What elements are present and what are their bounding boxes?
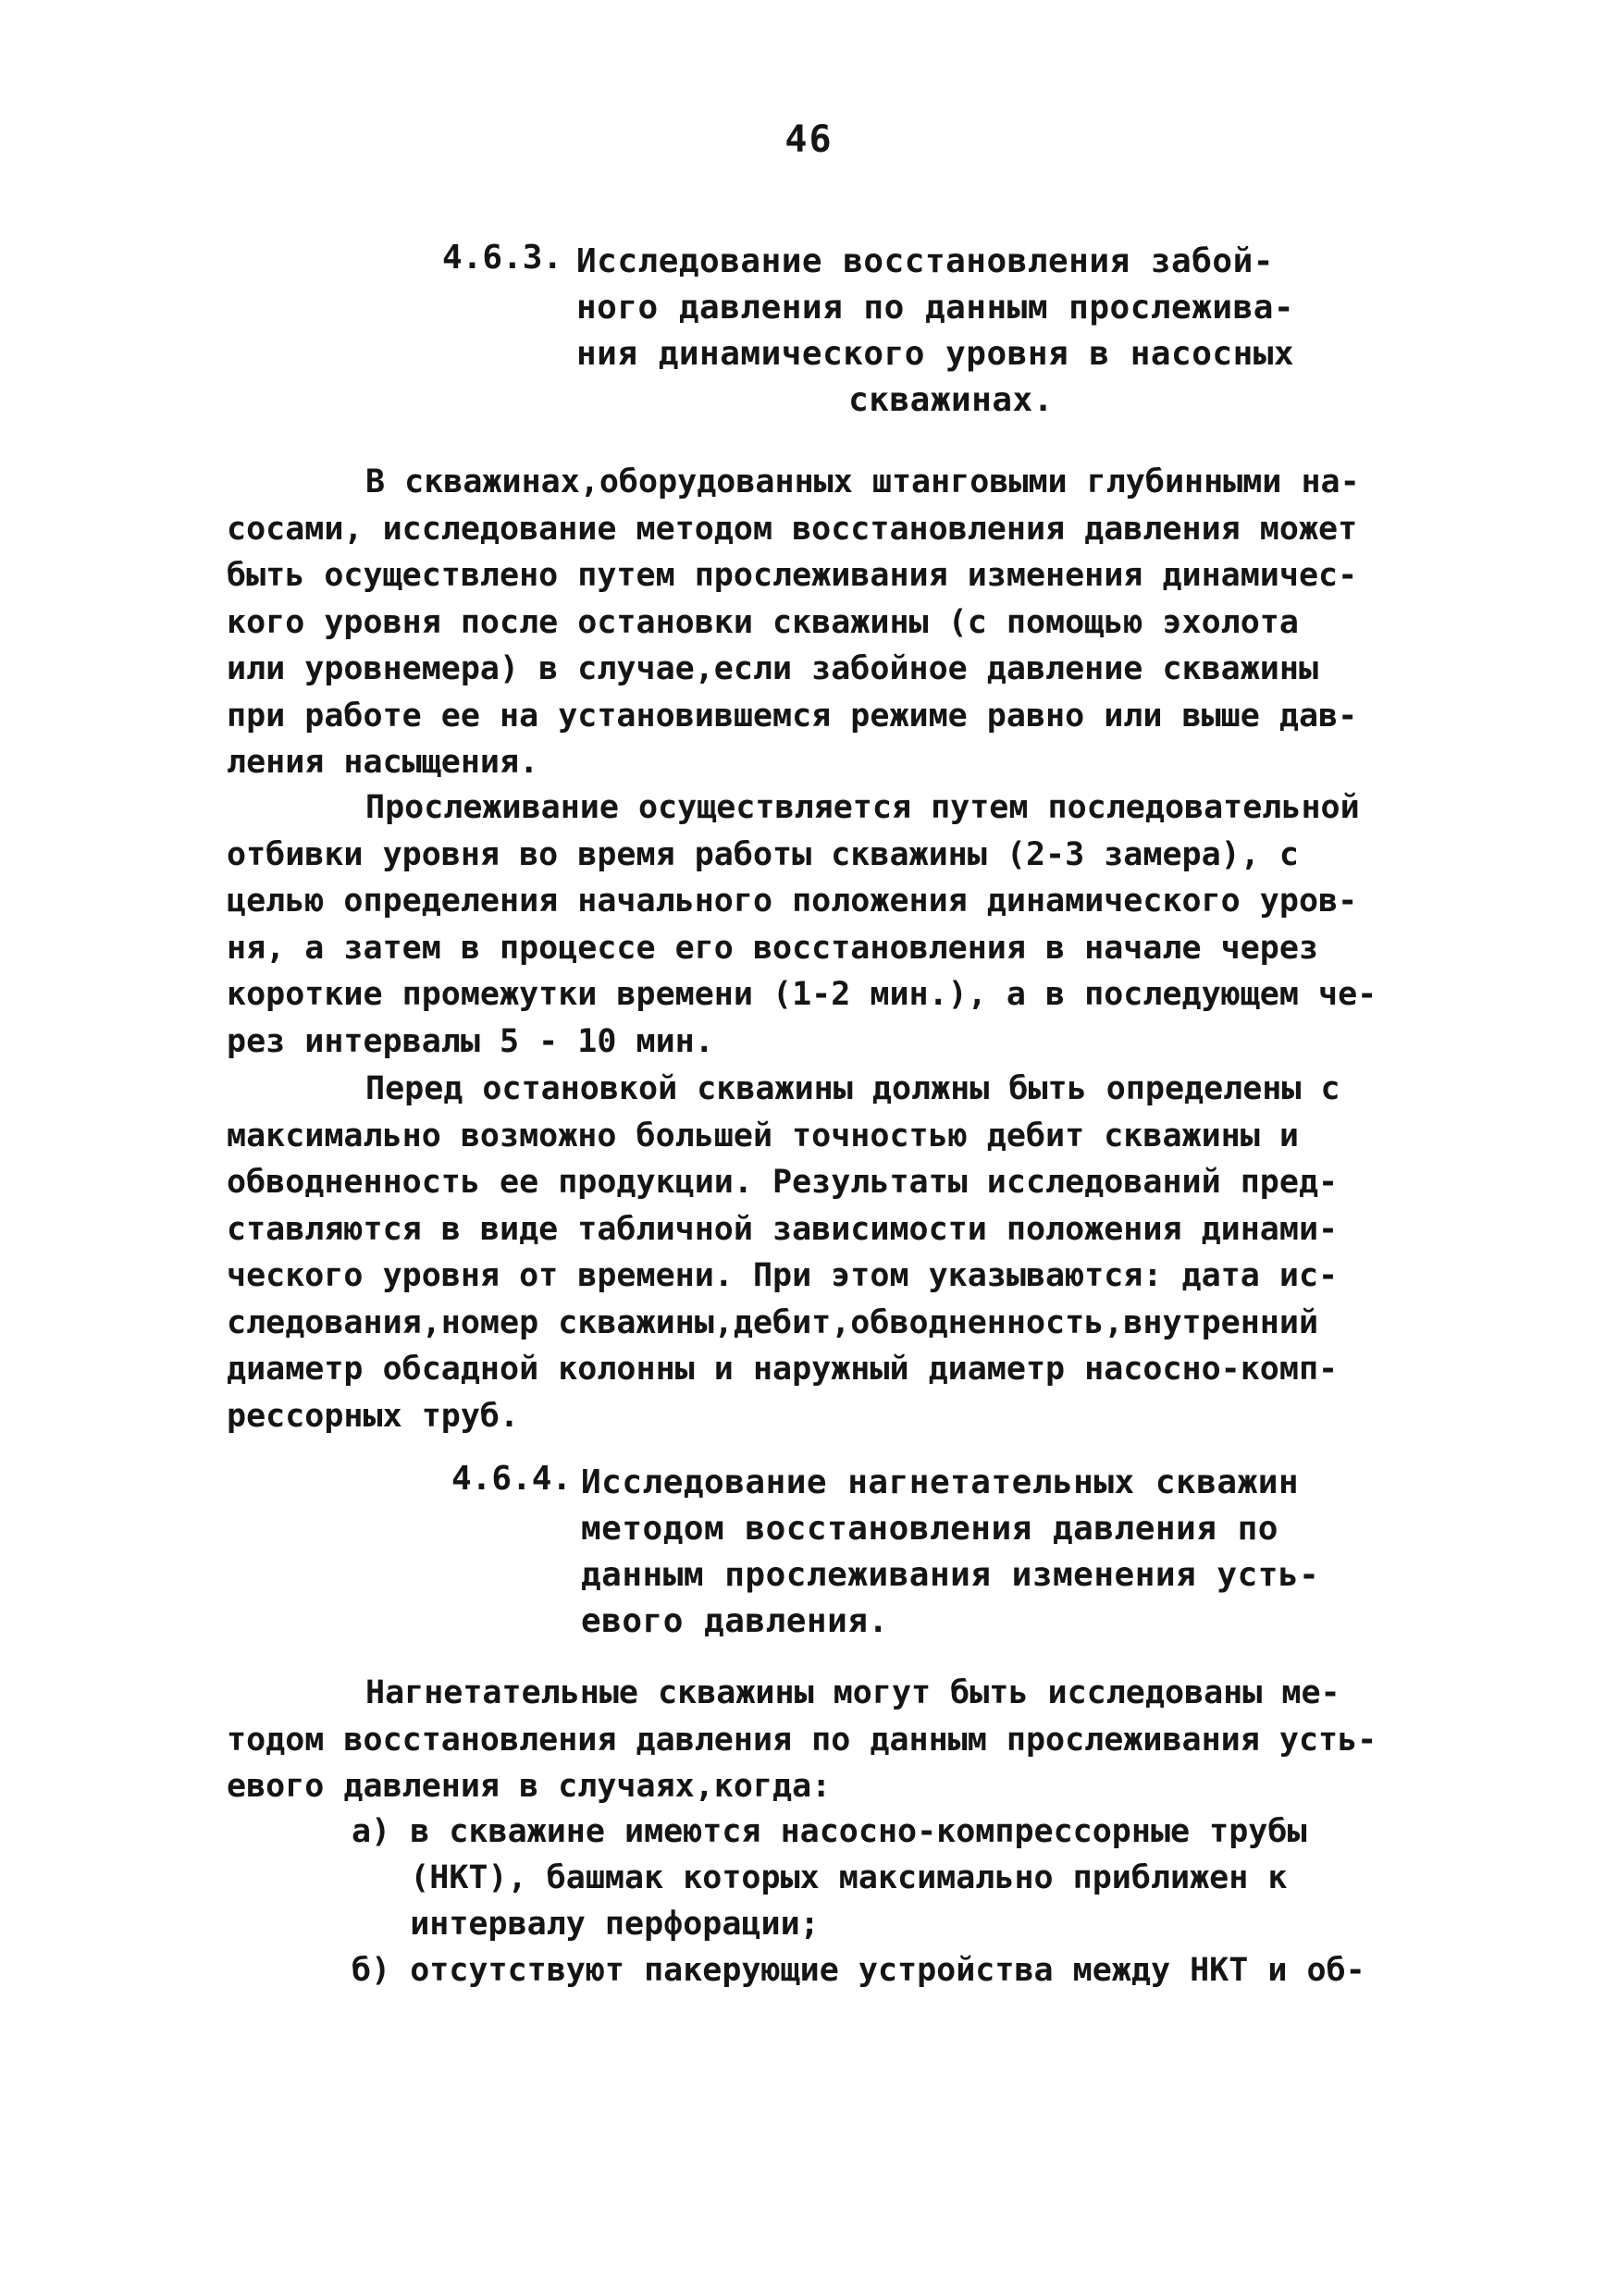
section-title-line: методом восстановления давления по [581, 1510, 1278, 1548]
text-line: обводненность ее продукции. Результаты исследований пред- [227, 1164, 1339, 1201]
text-line: евого давления в случаях,когда: [227, 1768, 832, 1805]
text-line: максимально возможно большей точностью дебит скважины и [227, 1117, 1299, 1154]
text-line: короткие промежутки времени (1-2 мин.), а в последующем че- [227, 976, 1377, 1013]
list-item [352, 1947, 1406, 1994]
section-title-line: скважинах. [848, 381, 1054, 419]
list-item-line: (НКТ), башмак которых максимально приближен к [352, 1859, 1288, 1896]
text-line: кого уровня после остановки скважины (с помощью эхолота [227, 603, 1299, 641]
page-number: 46 [784, 118, 834, 161]
paragraph [227, 459, 1402, 786]
section-heading-4-6-4 [451, 1460, 1377, 1654]
text-line: ческого уровня от времени. При этом указываются: дата ис- [227, 1257, 1339, 1294]
section-number: 4.6.4. [451, 1460, 573, 1498]
section-title-line: данным прослеживания изменения усть- [581, 1556, 1320, 1594]
section-title-line: Исследование нагнетательных скважин [581, 1463, 1300, 1501]
text-line: быть осуществлено путем прослеживания изменения динамичес- [227, 557, 1358, 594]
text-line: рез интервалы 5 - 10 мин. [227, 1022, 714, 1060]
section-heading-4-6-3 [442, 239, 1367, 433]
text-line: ня, а затем в процессе его восстановления в начале через [227, 929, 1319, 967]
section-title-line: Исследование восстановления забой- [576, 242, 1274, 280]
list-item-line: интервалу перфорации; [352, 1906, 820, 1943]
text-line: или уровнемера) в случае,если забойное давление скважины [227, 650, 1319, 687]
section-title [576, 239, 1326, 424]
text-line: ления насыщения. [227, 744, 539, 781]
text-line: Перед остановкой скважины должны быть определены с [365, 1070, 1340, 1107]
paragraph [227, 1670, 1402, 1810]
paragraph [227, 784, 1402, 1065]
text-line: Прослеживание осуществляется путем последовательной [365, 789, 1360, 826]
text-line: Нагнетательные скважины могут быть исследованы ме- [365, 1674, 1340, 1711]
list-item-line: а) в скважине имеются насосно-компрессорные трубы [352, 1813, 1307, 1850]
text-line: следования,номер скважины,дебит,обводненность,внутренний [227, 1303, 1319, 1341]
text-line: В скважинах,оборудованных штанговыми глубинными на- [365, 463, 1360, 500]
section-title-line: евого давления. [581, 1602, 889, 1640]
text-line: рессорных труб. [227, 1397, 520, 1435]
section-number: 4.6.3. [442, 239, 563, 277]
text-line: ставляются в виде табличной зависимости положения динами- [227, 1210, 1339, 1248]
text-line: отбивки уровня во время работы скважины (2-3 замера), с [227, 835, 1299, 873]
text-line: тодом восстановления давления по данным прослеживания усть- [227, 1721, 1377, 1759]
text-line: целью определения начального положения динамического уров- [227, 883, 1358, 920]
list-item [352, 1808, 1406, 1947]
section-title [581, 1460, 1340, 1645]
list-item-line: б) отсутствуют пакерующие устройства между НКТ и об- [352, 1952, 1365, 1989]
paragraph [227, 1066, 1402, 1439]
section-title-line: ния динамического уровня в насосных [576, 335, 1295, 373]
section-title-line: ного давления по данным прослежива- [576, 289, 1295, 327]
text-line: сосами, исследование методом восстановления давления может [227, 510, 1358, 548]
text-line: диаметр обсадной колонны и наружный диаметр насосно-комп- [227, 1351, 1339, 1388]
text-line: при работе ее на установившемся режиме равно или выше дав- [227, 697, 1358, 734]
list [352, 1808, 1406, 1994]
